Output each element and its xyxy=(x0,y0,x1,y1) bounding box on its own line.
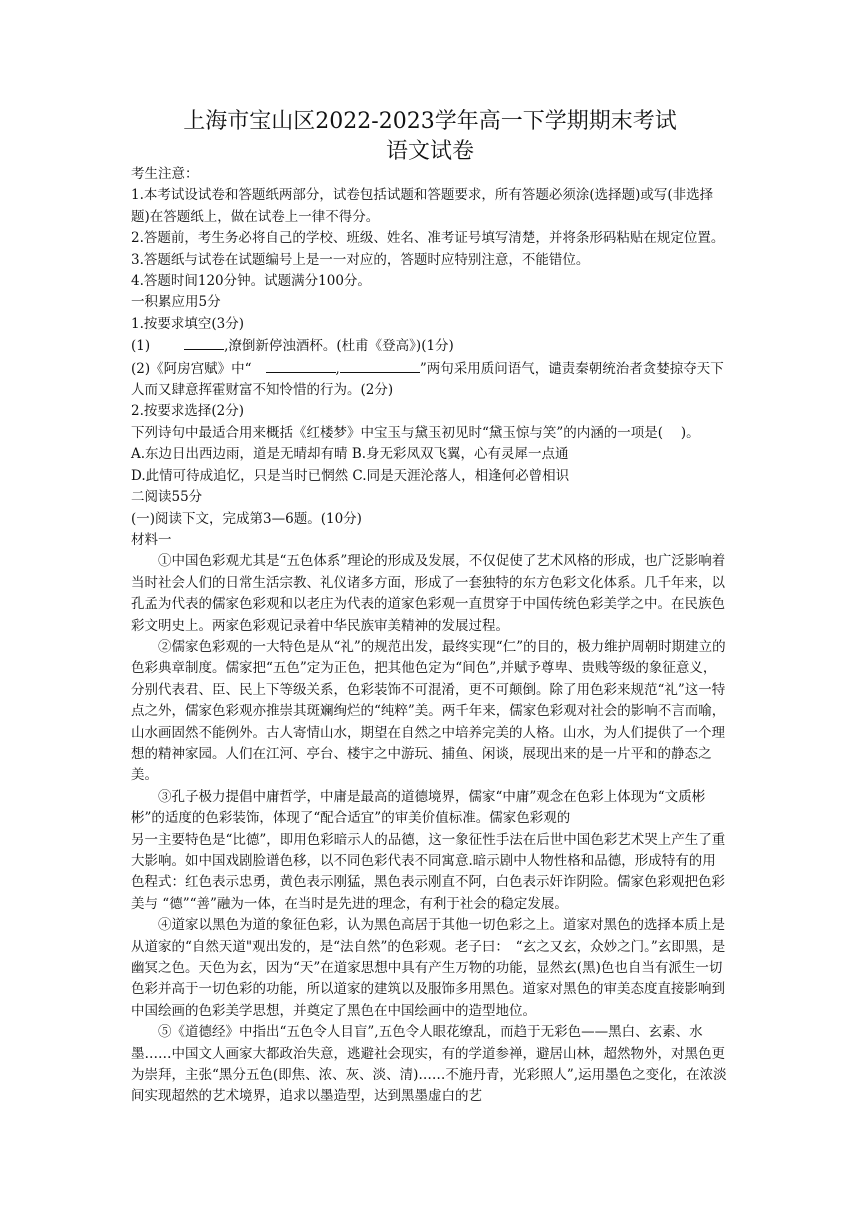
section-heading: 一积累应用5分 xyxy=(131,294,221,311)
fill-blank[interactable] xyxy=(340,358,420,373)
question-text: ”两句采用质问语气，谴责秦朝统治者贪婪掠夺天下人而又肆意挥霍财富不知怜惜的行为。(2分) xyxy=(131,360,724,399)
paragraph: ③孔子极力提倡中庸哲学，中庸是最高的道德境界，儒家“中庸”观念在色彩上体现为“文质彬彬”的适度的色彩装饰，体现了“配合适宜”的审美价值标准。儒家色彩观的 xyxy=(131,788,706,827)
paragraph: ⑤《道德经》中指出“五色令人目盲”,五色令人眼花缭乱，而趋于无彩色——黑白、玄素、水墨……中国文人画家大都政治失意，逃避社会现实，有的学道参禅，避居山林，超然物外，对黑色更为崇拜，主张“黑分五色(即焦、浓、灰、淡、清)……不施丹青，光彩照人”,运用墨色之变化，在浓淡间实现超然的艺术境界，追求以墨造型，达到黑墨虚白的艺 xyxy=(131,1024,727,1105)
paragraph: ①中国色彩观尤其是“五色体系”理论的形成及发展，不仅促使了艺术风格的形成，也广泛影响着当时社会人们的日常生活宗教、礼仪诸多方面，形成了一套独特的东方色彩文化体系。几千年来，以孔孟为代表的儒家色彩观和以老庄为代表的道家色彩观一直贯穿于中国传统色彩美学之中。在民族色彩文明史上。两家色彩观记录着中华民族审美精神的发展过程。 xyxy=(131,553,726,634)
question-1-2 xyxy=(131,358,729,402)
notice-item: 3.答题纸与试卷在试题编号上是一一对应的，答题时应特别注意，不能错位。 xyxy=(131,251,590,268)
question-text: (2)《阿房宫赋》中“ xyxy=(131,360,252,377)
notice-item: 4.答题时间120分钟。试题满分100分。 xyxy=(131,273,371,290)
reading-heading: (一)阅读下文，完成第3—6题。(10分) xyxy=(131,510,362,527)
notice-item: 2.答题前，考生务必将自己的学校、班级、姓名、准考证号填写清楚，并将条形码粘贴在规定位置。 xyxy=(131,230,725,247)
question-2-options-ab: A.东边日出西边雨，道是无晴却有晴 B.身无彩凤双飞翼，心有灵犀一点通 xyxy=(131,446,569,463)
paragraph: ④道家以黑色为道的象征色彩，认为黑色高居于其他一切色彩之上。道家对黑色的选择本质上是从道家的“自然天道"观出发的，是“法自然”的色彩观。老子曰： “玄之又玄，众妙之门。”玄即黑，是幽冥之色。天色为玄，因为“天”在道家思想中具有产生万物的功能，显然玄(黑)色也自当有派生一切色彩并高于一切色彩的功能，所以道家的建筑以及服饰多用黑色。道家对黑色的审美态度直接影响到中国绘画的色彩美学思想，并奠定了黑色在中国绘画中的造型地位。 xyxy=(131,917,726,1019)
section-heading: 二阅读55分 xyxy=(131,489,203,506)
notice-item: 1.本考试设试卷和答题纸两部分，试卷包括试题和答题要求，所有答题必须涂(选择题)或写(非选择题)在答题纸上，做在试卷上一律不得分。 xyxy=(131,187,714,225)
paragraph: 另一主要特色是“比德”，即用色彩暗示人的品德，这一象征性手法在后世中国色彩艺术哭上产生了重大影响。如中国戏剧脸谱色移，以不同色彩代表不同寓意.暗示剧中人物性格和品德，形成特有的用色程式：红色表示忠勇，黄色表示刚猛，黑色表示刚直不阿，白色表示奸诈阴险。儒家色彩观把色彩美与 “德”“善”融为一体，在当时是先进的理念，有利于社会的稳定发展。 xyxy=(131,831,726,912)
paragraph: ②儒家色彩观的一大特色是从“礼”的规范出发，最终实现“仁”的目的，极力维护周朝时期建立的色彩典章制度。儒家把“五色”定为正色，把其他色定为“间色”,并赋予尊卑、贵贱等级的象征意义，分别代表君、臣、民上下等级关系，色彩装饰不可混淆，更不可颠倒。除了用色彩来规范“礼”这一特点之外，儒家色彩观亦推崇其斑斓绚烂的“纯粹”美。两千年来，儒家色彩观对社会的影响不言而喻，山水画固然不能例外。古人寄情山水，期望在自然之中培养完美的人格。山水，为人们提供了一个理想的精神家园。人们在江河、亭台、楼宇之中游玩、捕鱼、闲谈，展现出来的是一片平和的静态之美。 xyxy=(131,638,726,784)
question-2-stem: 下列诗句中最适合用来概括《红楼梦》中宝玉与黛玉初见时“黛玉惊与笑”的内涵的一项是( )。 xyxy=(131,424,700,441)
blank-separator: , xyxy=(335,360,340,377)
question-1-1 xyxy=(131,335,729,357)
question-text: ,潦倒新停浊酒杯。(杜甫《登高》)(1分) xyxy=(224,338,454,355)
fill-blank[interactable] xyxy=(266,358,336,373)
question-1: 1.按要求填空(3分) xyxy=(131,315,245,332)
question-2: 2.按要求选择(2分) xyxy=(131,403,245,420)
question-number: (1) xyxy=(131,338,151,355)
exam-body xyxy=(131,164,729,1108)
exam-title: 上海市宝山区2022-2023学年高一下学期期末考试 xyxy=(183,109,677,134)
notice-heading: 考生注意： xyxy=(131,166,199,182)
question-2-options-dc: D.此情可待成追忆，只是当时已惘然 C.同是天涯沦落人，相逢何必曾相识 xyxy=(131,467,570,484)
fill-blank[interactable] xyxy=(184,335,224,350)
exam-subtitle: 语文试卷 xyxy=(385,139,474,164)
material-label: 材料一 xyxy=(131,531,172,548)
